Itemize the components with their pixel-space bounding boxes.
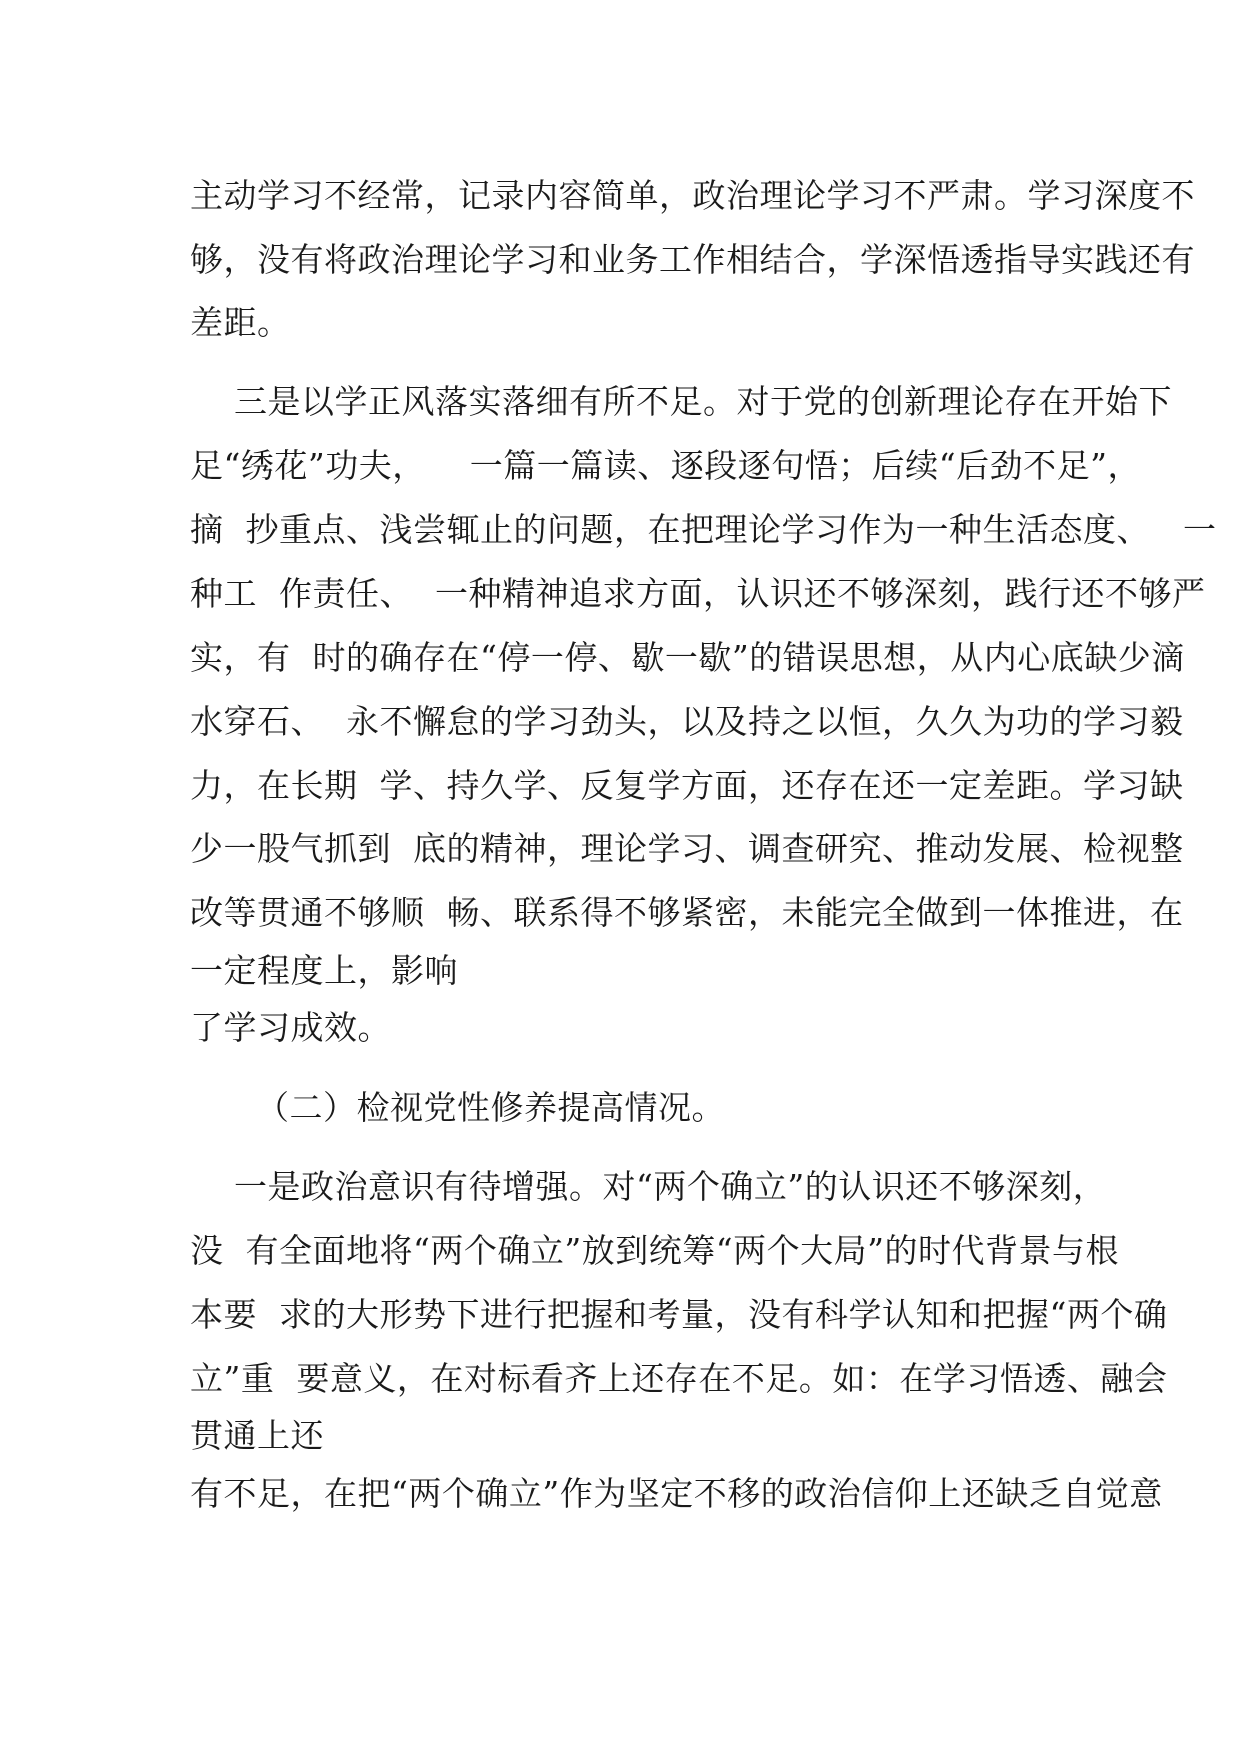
text-line: 改等贯通不够顺 畅、联系得不够紧密，未能完全做到一体推进，在 (190, 893, 1184, 932)
text-line: 水穿石、 永不懈怠的学习劲头，以及持之以恒，久久为功的学习毅 (190, 702, 1184, 741)
text-line: 立”重 要意义，在对标看齐上还存在不足。如：在学习悟透、融会 (190, 1359, 1168, 1398)
text-line: 本要 求的大形势下进行把握和考量，没有科学认知和把握“两个确 (190, 1295, 1168, 1334)
section-heading: （二）检视党性修养提高情况。 (190, 1088, 725, 1127)
text-line: 没 有全面地将“两个确立”放到统筹“两个大局”的时代背景与根 (190, 1231, 1119, 1270)
text-line: 实，有 时的确存在“停一停、歇一歇”的错误思想，从内心底缺少滴 (190, 638, 1185, 677)
text-line: 有不足，在把“两个确立”作为坚定不移的政治信仰上还缺乏自觉意 (190, 1474, 1163, 1513)
text-line: 一定程度上，影响 (190, 951, 458, 990)
text-line: 够，没有将政治理论学习和业务工作相结合，学深悟透指导实践还有 (190, 240, 1195, 279)
text-line: 一是政治意识有待增强。对“两个确立”的认识还不够深刻， (190, 1167, 1107, 1206)
text-line: 种工 作责任、 一种精神追求方面，认识还不够深刻，践行还不够严 (190, 574, 1206, 613)
text-line: 足“绣花”功夫， 一篇一篇读、逐段逐句悟；后续“后劲不足”， (190, 446, 1141, 485)
text-line: 少一股气抓到 底的精神，理论学习、调查研究、推动发展、检视整 (190, 829, 1184, 868)
text-line: 三是以学正风落实落细有所不足。对于党的创新理论存在开始下 (190, 382, 1172, 421)
text-line: 主动学习不经常，记录内容简单，政治理论学习不严肃。学习深度不 (190, 176, 1195, 215)
text-line: 了学习成效。 (190, 1008, 391, 1047)
text-line: 差距。 (190, 303, 291, 342)
text-line: 力，在长期 学、持久学、反复学方面，还存在还一定差距。学习缺 (190, 766, 1184, 805)
text-line: 贯通上还 (190, 1416, 324, 1455)
text-line: 摘 抄重点、浅尝辄止的问题，在把理论学习作为一种生活态度、 一 (190, 510, 1217, 549)
